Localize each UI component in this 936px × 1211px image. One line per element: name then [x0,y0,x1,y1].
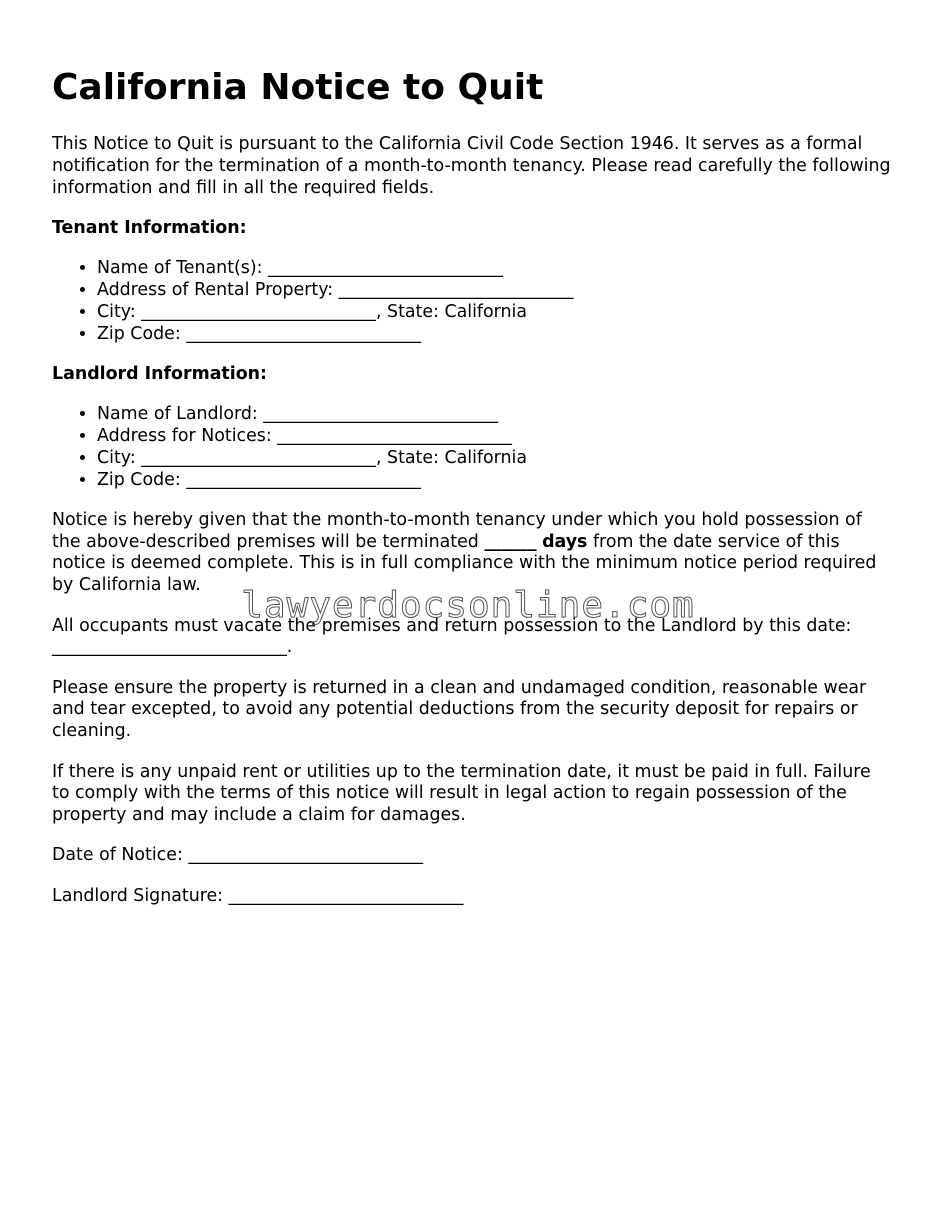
document-body [52,134,892,926]
notice-days-blank: ______ [484,531,537,552]
notice-text-after: from the date service of this notice is deemed complete. This is in full compliance with the minimum notice period required by California law. [52,531,877,596]
condition-paragraph: Please ensure the property is returned in a clean and undamaged condition, reasonable wear and tear excepted, to avoid any potential deductions from the security deposit for repairs or cleaning. [52,677,867,742]
landlord-name-field: • Name of Landlord: ___________________________ [97,404,892,426]
rent-paragraph: If there is any unpaid rent or utilities up to the termination date, it must be paid in full. Failure to comply with the terms of this notice will result in legal action to regain possession of the property and may include a claim for damages. [52,761,871,826]
notice-days-word: days [542,531,588,552]
landlord-address-field: • Address for Notices: ___________________________ [97,426,892,448]
notice-paragraph [52,510,892,597]
landlord-zip-field: • Zip Code: ___________________________ [97,470,892,492]
intro-paragraph: This Notice to Quit is pursuant to the California Civil Code Section 1946. It serves as a formal notification for the termination of a month-to-month tenancy. Please read carefully the following information and fill in all the required fields. [52,134,891,198]
landlord-signature-field: Landlord Signature: ___________________________ [52,885,464,906]
tenant-address-field: • Address of Rental Property: ___________________________ [97,280,892,302]
landlord-city-field: • City: ___________________________, State: California [97,448,892,470]
tenant-name-field: • Name of Tenant(s): ___________________________ [97,258,892,280]
vacate-paragraph: All occupants must vacate the premises and return possession to the Landlord by this date: ___________________________. [52,615,852,658]
page-title: California Notice to Quit [52,67,544,108]
tenant-info-list [52,258,892,345]
landlord-section-heading: Landlord Information: [52,363,267,384]
tenant-zip-field: • Zip Code: ___________________________ [97,324,892,346]
tenant-section-heading: Tenant Information: [52,217,247,238]
watermark: lawyerdocsonline.com [241,585,695,626]
landlord-info-list [52,404,892,491]
notice-text-before: Notice is hereby given that the month-to-month tenancy under which you hold possession of the above-described premises will be terminated [52,509,862,552]
date-of-notice-field: Date of Notice: ___________________________ [52,845,424,866]
tenant-city-field: • City: ___________________________, State: California [97,302,892,324]
